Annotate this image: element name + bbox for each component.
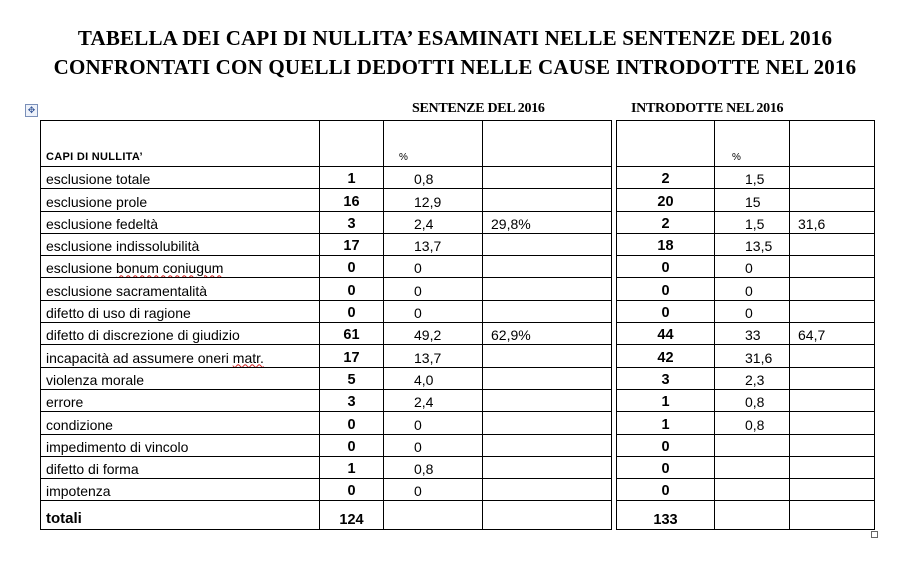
pct-sentenze: 13,7: [384, 345, 483, 367]
table-row: [41, 211, 875, 233]
header-extra-s: [483, 121, 612, 167]
table-row: [41, 278, 875, 300]
group-pct-introdotte: 31,6: [790, 211, 875, 233]
count-introdotte: 0: [617, 479, 715, 501]
group-pct-introdotte: [790, 167, 875, 189]
count-sentenze: 16: [320, 189, 384, 211]
pct-sentenze: 0: [384, 278, 483, 300]
total-sentenze: 124: [320, 501, 384, 530]
pct-introdotte: 1,5: [715, 167, 790, 189]
pct-symbol-s: %: [399, 152, 408, 163]
count-introdotte: 0: [617, 256, 715, 278]
table-row: [41, 367, 875, 389]
pct-sentenze: 4,0: [384, 367, 483, 389]
pct-introdotte: 0,8: [715, 412, 790, 434]
pct-sentenze: 0,8: [384, 456, 483, 478]
group-pct-introdotte: [790, 456, 875, 478]
table-header-row: [41, 121, 875, 167]
totals-label-text: totali: [46, 510, 82, 528]
count-introdotte: 3: [617, 367, 715, 389]
total-introdotte: 133: [617, 501, 715, 530]
nullity-table: [40, 120, 875, 530]
row-label: violenza morale: [41, 367, 320, 389]
group-pct-sentenze: [483, 412, 612, 434]
row-label: esclusione fedeltà: [41, 211, 320, 233]
total-pct-sentenze: [384, 501, 483, 530]
count-sentenze: 5: [320, 367, 384, 389]
group-pct-introdotte: [790, 345, 875, 367]
group-pct-sentenze: [483, 256, 612, 278]
count-sentenze: 0: [320, 479, 384, 501]
group-pct-sentenze: [483, 167, 612, 189]
total-pct-introdotte: [715, 501, 790, 530]
table-row: [41, 167, 875, 189]
pct-sentenze: 0: [384, 434, 483, 456]
count-introdotte: 44: [617, 323, 715, 345]
group-pct-introdotte: [790, 412, 875, 434]
count-introdotte: 42: [617, 345, 715, 367]
row-label: esclusione indissolubilità: [41, 233, 320, 255]
count-sentenze: 0: [320, 412, 384, 434]
group-pct-sentenze: [483, 278, 612, 300]
group-pct-introdotte: [790, 389, 875, 411]
count-introdotte: 0: [617, 300, 715, 322]
row-label: esclusione sacramentalità: [41, 278, 320, 300]
pct-introdotte: 33: [715, 323, 790, 345]
group-pct-introdotte: [790, 300, 875, 322]
count-introdotte: 0: [617, 278, 715, 300]
title-line-1: TABELLA DEI CAPI DI NULLITA’ ESAMINATI NELLE SENTENZE DEL 2016: [77, 26, 833, 50]
table-row: [41, 300, 875, 322]
row-label: [41, 256, 320, 278]
count-introdotte: 20: [617, 189, 715, 211]
pct-introdotte: 15: [715, 189, 790, 211]
row-label: impotenza: [41, 479, 320, 501]
pct-introdotte: 1,5: [715, 211, 790, 233]
count-sentenze: 1: [320, 456, 384, 478]
pct-symbol-i: %: [732, 152, 741, 163]
group-pct-sentenze: 62,9%: [483, 323, 612, 345]
group-pct-introdotte: [790, 434, 875, 456]
pct-sentenze: 49,2: [384, 323, 483, 345]
table-row: [41, 233, 875, 255]
group-pct-introdotte: [790, 479, 875, 501]
count-sentenze: 0: [320, 434, 384, 456]
pct-sentenze: 0: [384, 479, 483, 501]
total-extra-sentenze: [483, 501, 612, 530]
row-label-text: esclusione bonum coniugum: [46, 260, 224, 277]
pct-introdotte: 0: [715, 256, 790, 278]
table-row: [41, 189, 875, 211]
table-row: [41, 256, 875, 278]
count-sentenze: 61: [320, 323, 384, 345]
group-pct-sentenze: [483, 233, 612, 255]
row-label: difetto di uso di ragione: [41, 300, 320, 322]
count-introdotte: 2: [617, 167, 715, 189]
row-label: esclusione totale: [41, 167, 320, 189]
group-pct-introdotte: [790, 256, 875, 278]
total-extra-introdotte: [790, 501, 875, 530]
group-pct-sentenze: [483, 434, 612, 456]
table-row: [41, 412, 875, 434]
count-introdotte: 2: [617, 211, 715, 233]
table-row: [41, 345, 875, 367]
title-line-2: CONFRONTATI CON QUELLI DEDOTTI NELLE CAUSE INTRODOTTE NEL 2016: [53, 55, 857, 79]
group-pct-introdotte: 64,7: [790, 323, 875, 345]
pct-introdotte: 0: [715, 278, 790, 300]
row-label: difetto di discrezione di giudizio: [41, 323, 320, 345]
row-label: condizione: [41, 412, 320, 434]
count-sentenze: 17: [320, 345, 384, 367]
count-sentenze: 0: [320, 300, 384, 322]
group-pct-sentenze: [483, 456, 612, 478]
group-pct-sentenze: [483, 345, 612, 367]
row-label: errore: [41, 389, 320, 411]
row-label: [41, 345, 320, 367]
table-row: [41, 479, 875, 501]
count-sentenze: 3: [320, 389, 384, 411]
pct-introdotte: 0,8: [715, 389, 790, 411]
group-pct-sentenze: [483, 479, 612, 501]
row-label: impedimento di vincolo: [41, 434, 320, 456]
group-pct-sentenze: [483, 389, 612, 411]
header-capi: CAPI DI NULLITA’: [41, 121, 320, 167]
count-sentenze: 0: [320, 278, 384, 300]
row-label: esclusione prole: [41, 189, 320, 211]
count-sentenze: 0: [320, 256, 384, 278]
count-introdotte: 1: [617, 412, 715, 434]
group-pct-introdotte: [790, 233, 875, 255]
table-move-handle-icon[interactable]: ✥: [25, 104, 38, 117]
group-pct-sentenze: [483, 300, 612, 322]
count-introdotte: 1: [617, 389, 715, 411]
pct-sentenze: 0: [384, 412, 483, 434]
header-count-s: [320, 121, 384, 167]
group-pct-sentenze: 29,8%: [483, 211, 612, 233]
group-pct-introdotte: [790, 367, 875, 389]
header-pct-s: [384, 121, 483, 167]
header-count-i: [617, 121, 715, 167]
group-pct-introdotte: [790, 189, 875, 211]
group-header-introdotte: INTRODOTTE NEL 2016: [631, 101, 784, 116]
pct-sentenze: 2,4: [384, 389, 483, 411]
count-sentenze: 3: [320, 211, 384, 233]
count-introdotte: 18: [617, 233, 715, 255]
pct-sentenze: 0: [384, 256, 483, 278]
pct-introdotte: [715, 479, 790, 501]
pct-sentenze: 0,8: [384, 167, 483, 189]
pct-introdotte: [715, 434, 790, 456]
table-row: [41, 434, 875, 456]
group-pct-sentenze: [483, 367, 612, 389]
pct-introdotte: 13,5: [715, 233, 790, 255]
totals-row: [41, 501, 875, 530]
pct-introdotte: [715, 456, 790, 478]
count-sentenze: 17: [320, 233, 384, 255]
header-extra-i: [790, 121, 875, 167]
pct-sentenze: 2,4: [384, 211, 483, 233]
table-resize-handle[interactable]: [871, 531, 878, 538]
table-row: [41, 389, 875, 411]
table-row: [41, 323, 875, 345]
count-introdotte: 0: [617, 434, 715, 456]
pct-introdotte: 0: [715, 300, 790, 322]
group-pct-sentenze: [483, 189, 612, 211]
row-label: difetto di forma: [41, 456, 320, 478]
pct-sentenze: 12,9: [384, 189, 483, 211]
pct-sentenze: 0: [384, 300, 483, 322]
header-pct-i: [715, 121, 790, 167]
group-pct-introdotte: [790, 278, 875, 300]
totals-label: [41, 501, 320, 530]
table-row: [41, 456, 875, 478]
pct-introdotte: 2,3: [715, 367, 790, 389]
group-header-sentenze: SENTENZE DEL 2016: [412, 101, 545, 116]
count-sentenze: 1: [320, 167, 384, 189]
count-introdotte: 0: [617, 456, 715, 478]
pct-sentenze: 13,7: [384, 233, 483, 255]
pct-introdotte: 31,6: [715, 345, 790, 367]
row-label-text: incapacità ad assumere oneri matr.: [46, 349, 264, 366]
